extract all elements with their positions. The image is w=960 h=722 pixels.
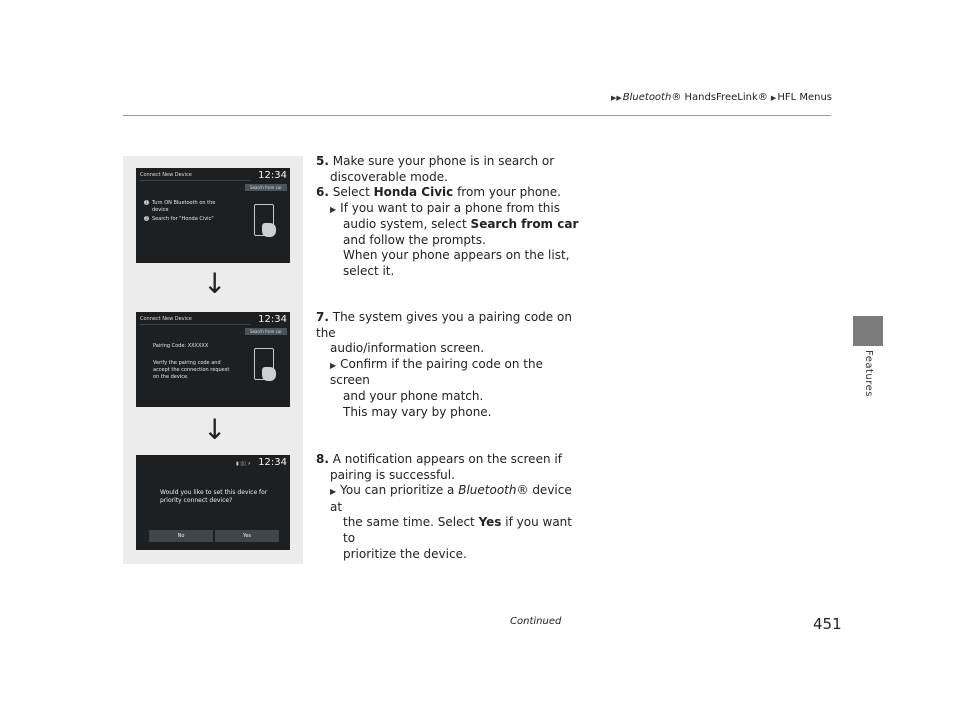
screen-clock: 12:34	[258, 314, 287, 325]
bullet-number-icon: 2	[145, 216, 148, 221]
step-6: 6. Select Honda Civic from your phone. ▶ If you want to pair a phone from this audio system, select Search from car and follow the prompts. When your phone appears on the list, select it.	[316, 185, 579, 278]
breadcrumb-bluetooth: Bluetooth	[622, 92, 672, 103]
hand-icon	[262, 223, 276, 237]
pairing-instruction-line-1: Verify the pairing code and	[153, 360, 221, 366]
screen-title: Connect New Device	[140, 172, 192, 178]
screen-priority-device	[136, 455, 290, 550]
breadcrumb	[611, 92, 832, 103]
screen-title: Connect New Device	[140, 316, 192, 322]
screen-title-underline	[140, 180, 250, 181]
section-tab-marker	[853, 316, 883, 346]
step-5: 5. Make sure your phone is in search or discoverable mode.	[316, 154, 555, 184]
search-from-car-button[interactable]: Search from car	[245, 184, 287, 191]
search-from-car-button[interactable]: Search from car	[245, 328, 287, 335]
continued-label: Continued	[510, 616, 562, 627]
header-rule	[123, 115, 831, 116]
breadcrumb-hfl-menus: HFL Menus	[777, 92, 832, 103]
step-7: 7. The system gives you a pairing code on the audio/information screen. ▶ Confirm if the pairing code on the screen and your phone match. This may vary by phone.	[316, 310, 572, 419]
page-number: 451	[813, 615, 842, 633]
screen-bullet-1-cont: device	[152, 207, 169, 213]
triangle-right-icon: ▶	[330, 204, 337, 214]
screen-clock: 12:34	[258, 170, 287, 181]
down-arrow-icon: ↓	[203, 413, 227, 446]
section-tab-label: Features	[863, 350, 874, 397]
priority-question: Would you like to set this device for priority connect device?	[160, 489, 268, 504]
screen-title-underline	[140, 324, 250, 325]
step-8: 8. A notification appears on the screen if pairing is successful. ▶ You can prioritize a Bluetooth® device at the same time. Select Yes if you want to prioritize the device.	[316, 452, 572, 561]
yes-button[interactable]: Yes	[215, 530, 279, 542]
screen-connect-new-device	[136, 168, 290, 263]
triangle-right-icon: ▶	[330, 487, 337, 497]
no-button[interactable]: No	[149, 530, 213, 542]
status-icons: ▮ ▯▯ ⚡	[236, 461, 251, 467]
triangle-right-icon: ▶	[770, 94, 777, 102]
screen-bullet-2: 2 Search for "Honda Civic"	[145, 216, 214, 222]
pairing-code-text: Pairing Code: XXXXXX	[153, 343, 209, 349]
pairing-instruction-line-3: on the device.	[153, 374, 189, 380]
screen-clock: 12:34	[258, 457, 287, 468]
screen-pairing-code	[136, 312, 290, 407]
down-arrow-icon: ↓	[203, 267, 227, 300]
triangle-right-icon: ▶	[330, 360, 337, 370]
bullet-number-icon: 1	[145, 200, 148, 205]
triangle-right-icon: ▶▶	[610, 94, 622, 102]
hand-icon	[262, 367, 276, 381]
breadcrumb-handsfreelink: ® HandsFreeLink®	[671, 92, 768, 103]
pairing-instruction-line-2: accept the connection request	[153, 367, 230, 373]
screen-bullet-1: 1 Turn ON Bluetooth on the	[145, 200, 216, 206]
